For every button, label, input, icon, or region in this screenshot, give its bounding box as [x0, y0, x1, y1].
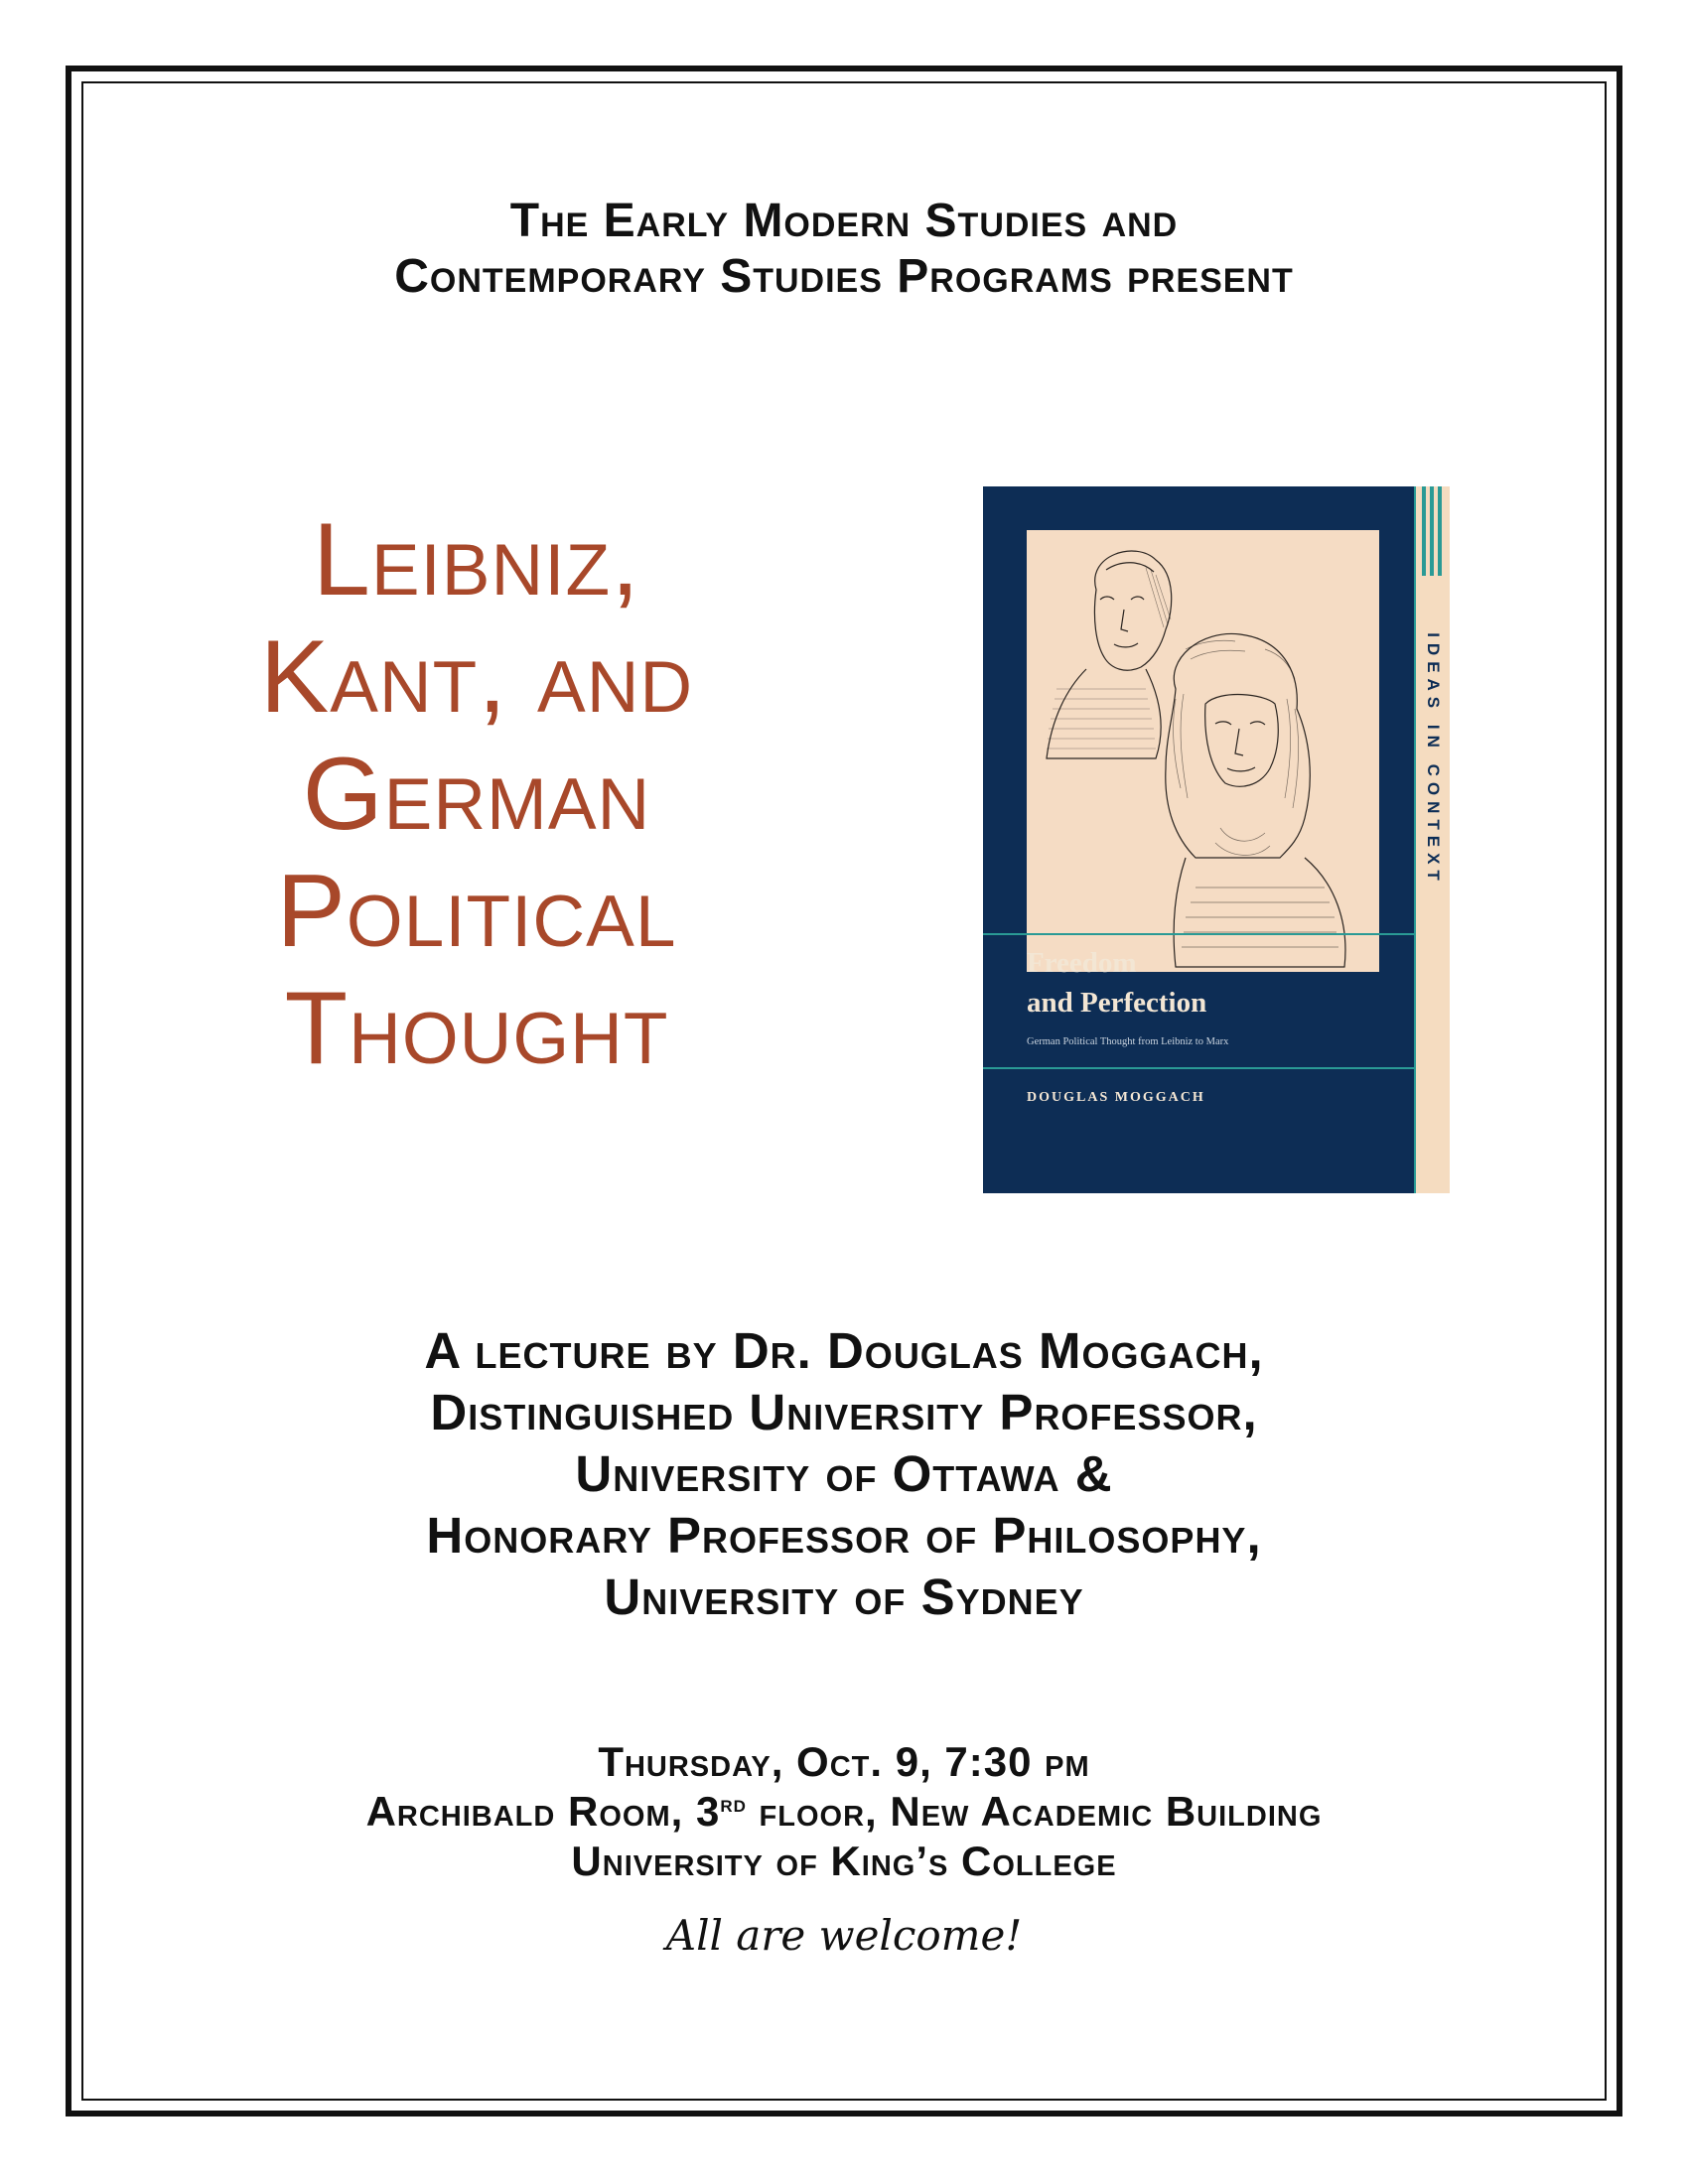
title-line-3: German: [302, 737, 651, 852]
lecturer-info: [179, 1320, 1509, 1628]
series-label: [1416, 606, 1450, 913]
cover-title: [1027, 943, 1384, 1023]
portraits-engraving: [1027, 530, 1379, 972]
lecturer-line-3: University of Ottawa &: [575, 1445, 1113, 1502]
cover-title-line-1: Freedom: [1027, 947, 1137, 979]
presenters-heading: [179, 194, 1509, 305]
lecturer-line-5: University of Sydney: [604, 1569, 1084, 1625]
lecturer-line-2: Distinguished University Professor,: [430, 1384, 1258, 1440]
event-details: [149, 1737, 1539, 1886]
book-cover: [983, 486, 1450, 1193]
location-prefix: Archibald Room, 3: [365, 1788, 721, 1835]
lecturer-line-4: Honorary Professor of Philosophy,: [426, 1507, 1262, 1564]
event-location: [149, 1787, 1539, 1837]
lecture-title: [149, 501, 804, 1087]
title-line-2: Kant, and: [259, 619, 694, 735]
title-line-1: Leibniz,: [313, 502, 640, 617]
cover-rule-top: [983, 933, 1416, 935]
cover-subtitle: German Political Thought from Leibniz to Marx: [1027, 1036, 1229, 1047]
title-line-5: Thought: [284, 971, 669, 1086]
presenters-line-2: Contemporary Studies Programs present: [394, 250, 1294, 303]
welcome-note: All are welcome!: [665, 1911, 1023, 1960]
floor-ordinal: rd: [720, 1791, 747, 1818]
location-suffix: floor, New Academic Building: [746, 1788, 1323, 1835]
series-text: IDEAS IN CONTEXT: [1424, 632, 1443, 887]
cover-title-line-2: and Perfection: [1027, 987, 1207, 1019]
book-portrait-panel: [1027, 530, 1379, 972]
title-line-4: Political: [276, 854, 677, 969]
cover-rule-bottom: [983, 1067, 1416, 1069]
cover-author: DOUGLAS MOGGACH: [1027, 1090, 1205, 1105]
series-marks-graphic: [1420, 486, 1444, 576]
lecturer-line-1: A lecture by Dr. Douglas Moggach,: [424, 1322, 1264, 1379]
presenters-line-1: The Early Modern Studies and: [509, 195, 1179, 247]
event-institution: University of King’s College: [571, 1838, 1117, 1884]
event-datetime: Thursday, Oct. 9, 7:30 pm: [598, 1738, 1090, 1785]
